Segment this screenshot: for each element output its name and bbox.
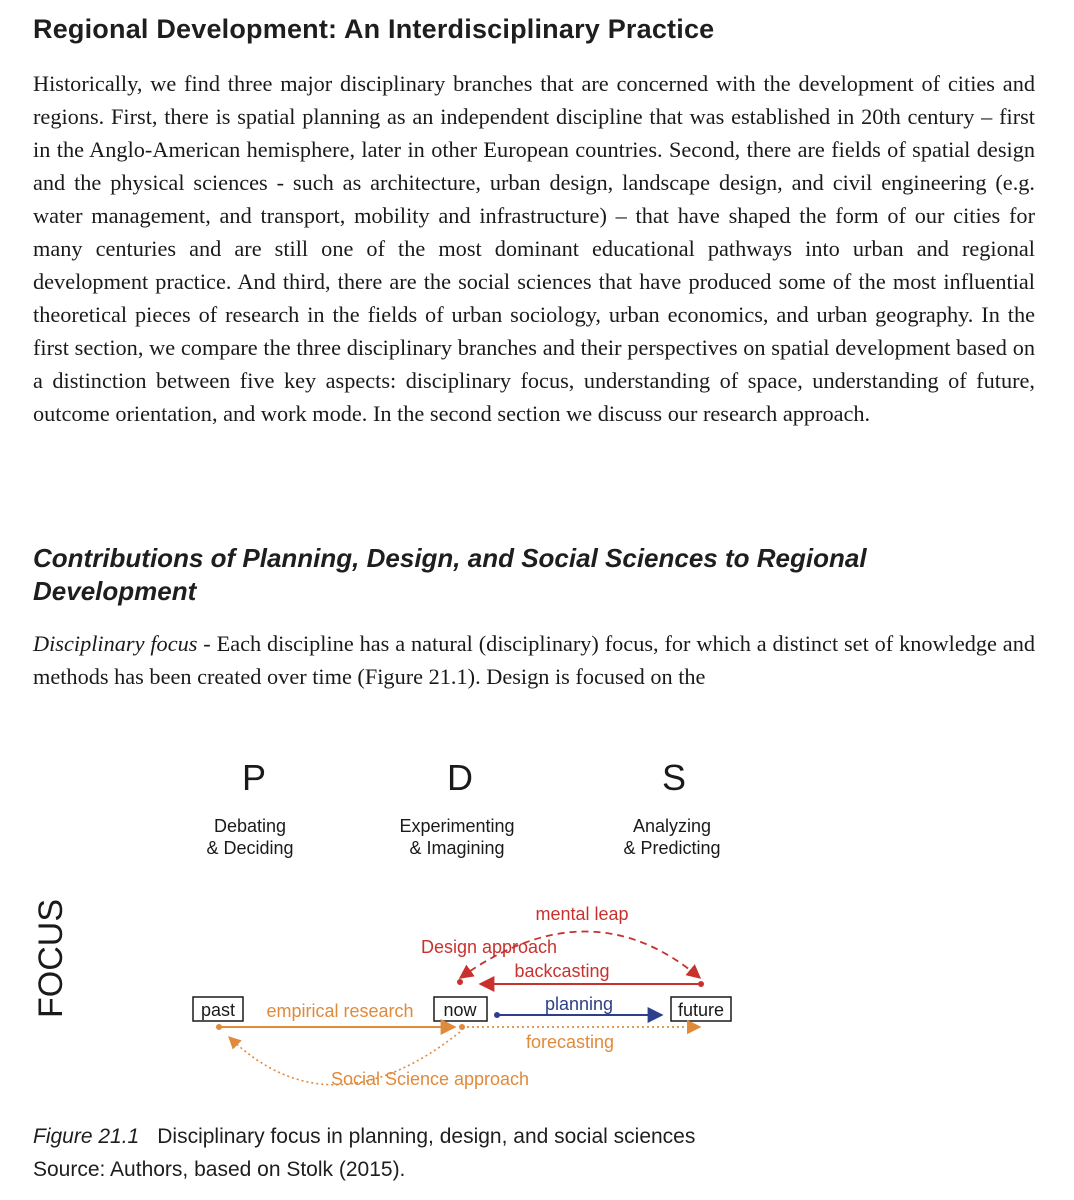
mental-leap-label: mental leap xyxy=(535,904,629,924)
social-science-approach-label: Social Science approach xyxy=(330,1069,530,1089)
figure-source: Source: Authors, based on Stolk (2015). xyxy=(33,1158,406,1181)
now-label: now xyxy=(443,1000,477,1020)
section-heading: Regional Development: An Interdisciplinary Practice xyxy=(33,14,715,44)
forecasting-label: forecasting xyxy=(525,1032,615,1052)
figure-disciplinary-focus xyxy=(0,740,1074,1110)
column-letter-s: S xyxy=(661,757,687,798)
disciplinary-focus-text: - Each discipline has a natural (disciplinary) focus, for which a distinct set of knowledge and methods has been created over time (Figure 21.1). Design is focused on the xyxy=(33,631,1035,689)
past-label: past xyxy=(200,1000,236,1020)
disciplinary-focus-label: Disciplinary focus xyxy=(33,631,198,656)
column-s-label-2: & Predicting xyxy=(623,838,721,858)
design-approach-dot xyxy=(457,979,463,985)
column-p-label-1: Debating xyxy=(213,816,287,836)
figure-caption xyxy=(33,1120,695,1186)
column-letter-d: D xyxy=(447,757,473,798)
column-letter-p: P xyxy=(241,757,267,798)
planning-origin-dot xyxy=(494,1012,500,1018)
column-d-label-2: & Imagining xyxy=(409,838,505,858)
column-d-label-1: Experimenting xyxy=(399,816,515,836)
focus-axis-label: FOCUS xyxy=(32,899,70,1018)
backcasting-origin-dot xyxy=(698,981,704,987)
empirical-research-label: empirical research xyxy=(266,1001,414,1021)
future-label: future xyxy=(677,1000,725,1020)
design-approach-label: Design approach xyxy=(420,937,558,957)
figure-number: Figure 21.1 xyxy=(33,1125,140,1148)
intro-paragraph: Historically, we find three major disciplinary branches that are concerned with the development of cities and regions. First, there is spatial planning as an independent discipline that was established in 20th century – first in the Anglo-American hemisphere, later in other European countries. Second, there are fields of spatial design and the physical sciences - such as architecture, urban design, landscape design, and civil engineering (e.g. water management, and transport, mobility and infrastructure) – that have shaped the form of our cities for many centuries and are still one of the most dominant educational pathways into urban and regional development practice. And third, there are the social sciences that have produced some of the most influential theoretical pieces of research in the fields of urban sociology, urban economics, and urban geography. In the first section, we compare the three disciplinary branches and their perspectives on spatial development based on a distinction between five key aspects: disciplinary focus, understanding of space, understanding of future, outcome orientation, and work mode. In the second section we discuss our research approach. xyxy=(33,71,1035,426)
column-p-label-2: & Deciding xyxy=(206,838,294,858)
disciplinary-focus-paragraph xyxy=(33,627,1035,693)
empirical-research-dot xyxy=(216,1024,222,1030)
figure-title: Disciplinary focus in planning, design, and social sciences xyxy=(157,1125,696,1148)
column-s-label-1: Analyzing xyxy=(632,816,712,836)
planning-label: planning xyxy=(544,994,614,1014)
backcasting-label: backcasting xyxy=(514,961,610,981)
forecasting-origin-dot xyxy=(459,1024,465,1030)
subsection-heading: Contributions of Planning, Design, and Social Sciences to Regional Development xyxy=(33,543,867,606)
